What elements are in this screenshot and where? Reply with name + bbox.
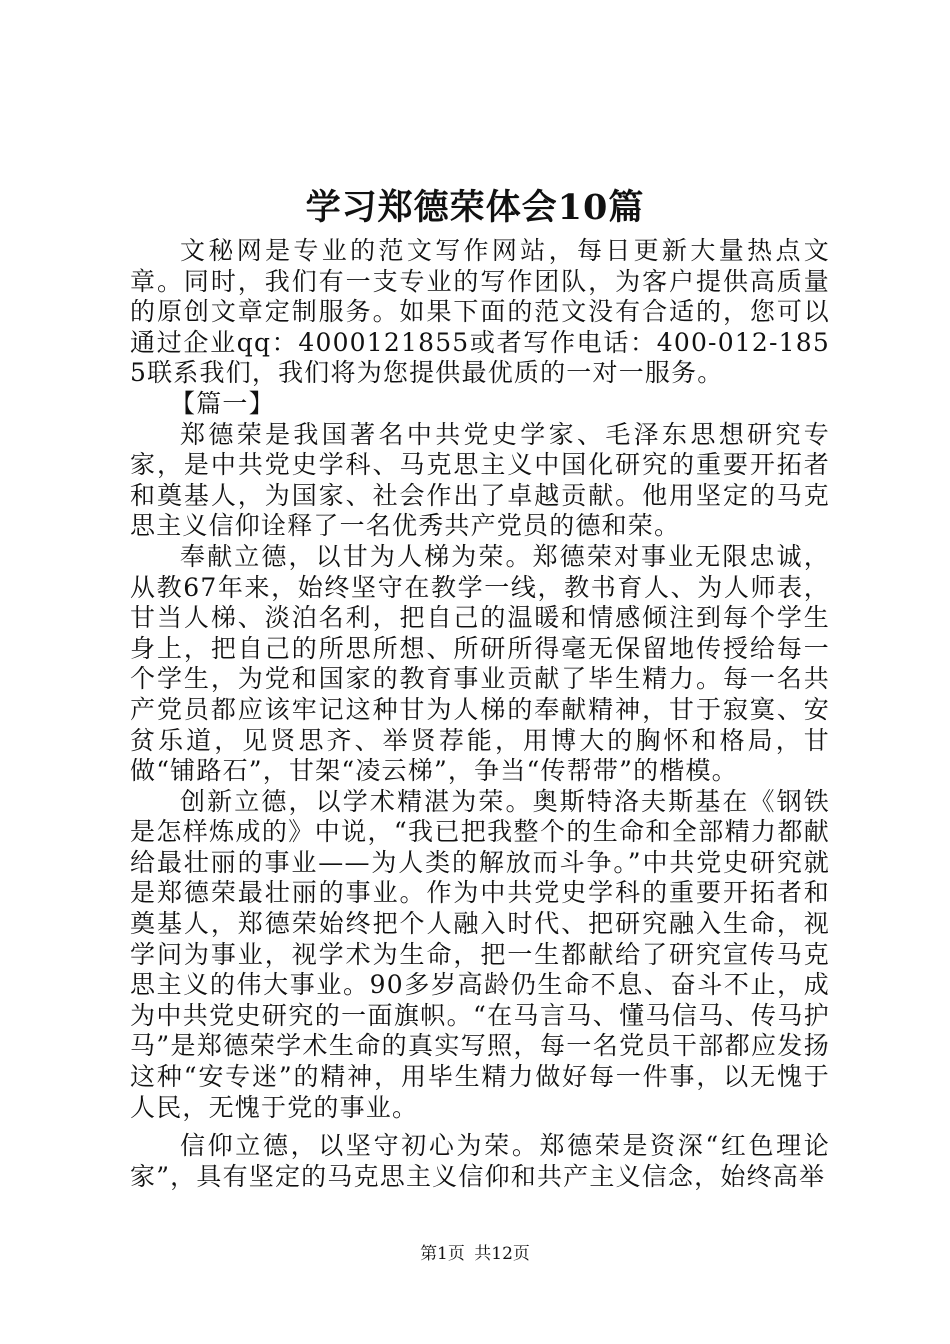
body-paragraph: 创新立德，以学术精湛为荣。奥斯特洛夫斯基在《钢铁是怎样炼成的》中说，“我已把我整个的生命和全部精力都献给最壮丽的事业——为人类的解放而斗争。”中共党史研究就是郑德荣最壮丽的事业。作为中共党史学科的重要开拓者和奠基人，郑德荣始终把个人融入时代、把研究融入生命，视学问为事业，视学术为生命，把一生都献给了研究宣传马克思主义的伟大事业。90多岁高龄仍生命不息、奋斗不止，成为中共党史研究的一面旗帜。“在马言马、懂马信马、传马护马”是郑德荣学术生命的真实写照，每一名党员干部都应发扬这种“安专迷”的精神，用毕生精力做好每一件事，以无愧于人民，无愧于党的事业。: [130, 786, 830, 1122]
intro-paragraph: 文秘网是专业的范文写作网站，每日更新大量热点文章。同时，我们有一支专业的写作团队，为客户提供高质量的原创文章定制服务。如果下面的范文没有合适的，您可以通过企业qq：4000121855或者写作电话：400-012-1855联系我们，我们将为您提供最优质的一对一服务。: [130, 236, 830, 388]
section-heading: 【篇一】: [170, 388, 275, 418]
body-paragraph: 信仰立德，以坚守初心为荣。郑德荣是资深“红色理论家”，具有坚定的马克思主义信仰和共产主义信念，始终高举: [130, 1131, 830, 1191]
body-paragraph: 奉献立德，以甘为人梯为荣。郑德荣对事业无限忠诚，从教67年来，始终坚守在教学一线，教书育人、为人师表，甘当人梯、淡泊名利，把自己的温暖和情感倾注到每个学生身上，把自己的所思所想、所研所得毫无保留地传授给每一个学生，为党和国家的教育事业贡献了毕生精力。每一名共产党员都应该牢记这种甘为人梯的奉献精神，甘于寂寞、安贫乐道，见贤思齐、举贤荐能，用博大的胸怀和格局，甘做“铺路石”，甘架“凌云梯”，争当“传帮带”的楷模。: [130, 541, 830, 786]
body-paragraph: 郑德荣是我国著名中共党史学家、毛泽东思想研究专家，是中共党史学科、马克思主义中国化研究的重要开拓者和奠基人，为国家、社会作出了卓越贡献。他用坚定的马克思主义信仰诠释了一名优秀共产党员的德和荣。: [130, 419, 830, 541]
page-number: 第1页: [420, 1244, 465, 1264]
page-total: 共12页: [474, 1244, 530, 1264]
document-body: [130, 236, 830, 1192]
page-footer: [0, 1242, 950, 1266]
document-title: 学习郑德荣体会10篇: [305, 187, 645, 228]
